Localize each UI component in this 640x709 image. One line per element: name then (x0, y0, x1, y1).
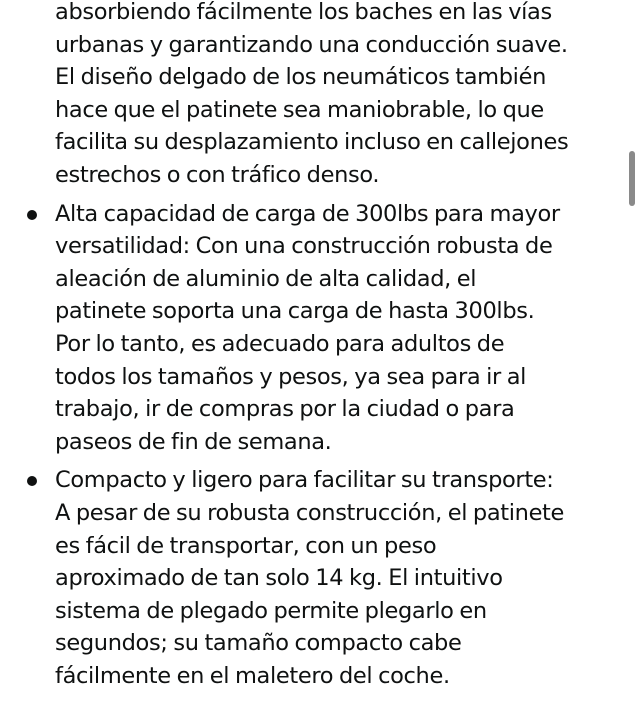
text-line: hace que el patinete sea maniobrable, lo que (55, 96, 544, 123)
text-line: fácilmente en el maletero del coche. (55, 662, 450, 689)
text-line: estrechos o con tráfico denso. (55, 161, 380, 188)
text-line: A pesar de su robusta construcción, el patinete (55, 499, 565, 526)
text-line: sistema de plegado permite plegarlo en (55, 597, 487, 624)
bullet-item-compact (0, 464, 640, 692)
text-line: Por lo tanto, es adecuado para adultos de (55, 330, 505, 357)
text-line: todos los tamaños y pesos, ya sea para ir al (55, 363, 527, 390)
bullet-icon (27, 210, 37, 220)
text-line: absorbiendo fácilmente los baches en las vías (55, 0, 552, 25)
text-line: urbanas y garantizando una conducción suave. (55, 31, 568, 58)
vertical-scrollbar[interactable] (629, 151, 635, 206)
description-continuation (0, 0, 640, 192)
bullet-icon (27, 476, 37, 486)
text-line: trabajo, ir de compras por la ciudad o para (55, 396, 515, 423)
text-line: es fácil de transportar, con un peso (55, 532, 437, 559)
text-line: segundos; su tamaño compacto cabe (55, 630, 462, 657)
text-line: El diseño delgado de los neumáticos también (55, 64, 546, 91)
text-line: aproximado de tan solo 14 kg. El intuitivo (55, 565, 503, 592)
text-line: versatilidad: Con una construcción robusta de (55, 233, 553, 260)
text-line: Compacto y ligero para facilitar su transporte: (55, 467, 554, 494)
text-line: aleación de aluminio de alta calidad, el (55, 265, 477, 292)
text-line: facilita su desplazamiento incluso en callejones (55, 129, 569, 156)
text-line: paseos de fin de semana. (55, 428, 332, 455)
bullet-item-load-capacity (0, 198, 640, 459)
text-line: patinete soporta una carga de hasta 300lbs. (55, 298, 535, 325)
text-line: Alta capacidad de carga de 300lbs para mayor (55, 200, 560, 227)
